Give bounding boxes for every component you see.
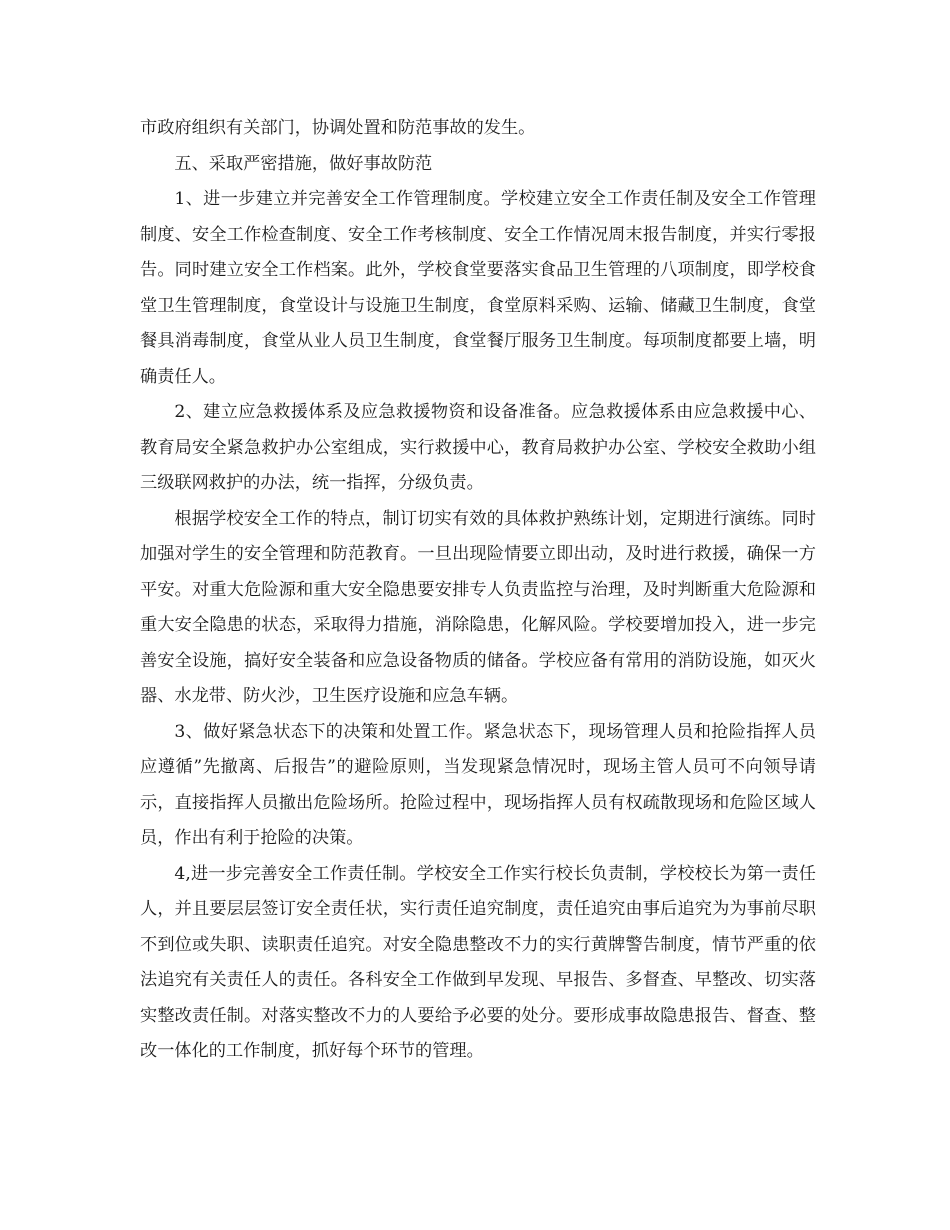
paragraph-item-4: 4,进一步完善安全工作责任制。学校安全工作实行校长负责制，学校校长为第一责任人，并且要层层签订安全责任状，实行责任追究制度，责任追究由事后追究为为事前尽职不到位或失职、读职责任追究。对安全隐患整改不力的实行黄牌警告制度，情节严重的依法追究有关责任人的责任。各科安全工作做到早发现、早报告、多督查、早整改、切实落实整改责任制。对落实整改不力的人要给予必要的处分。要形成事故隐患报告、督查、整改一体化的工作制度，抓好每个环节的管理。: [140, 863, 816, 1061]
section-heading: 五、采取严密措施，做好事故防范: [174, 153, 433, 174]
paragraph-item-3: 3、做好紧急状态下的决策和处置工作。紧急状态下，现场管理人员和抢险指挥人员应遵循”先撤离、后报告”的避险原则，当发现紧急情况时，现场主管人员可不向领导请示，直接指挥人员撤出危险场所。抢险过程中，现场指挥人员有权疏散现场和危险区域人员，作出有利于抢险的决策。: [140, 721, 816, 848]
document-body: [140, 111, 816, 1070]
paragraph-item-2: 2、建立应急救援体系及应急救援物资和设备准备。应急救援体系由应急救援中心、教育局安全紧急救护办公室组成，实行救援中心，教育局救护办公室、学校安全救助小组三级联网救护的办法，统一指挥，分级负责。: [140, 402, 816, 493]
paragraph-emergency-plan: 根据学校安全工作的特点，制订切实有效的具体救护熟练计划，定期进行演练。同时加强对学生的安全管理和防范教育。一旦出现险情要立即出动，及时进行救援，确保一方平安。对重大危险源和重大安全隐患要安排专人负责监控与治理，及时判断重大危险源和重大安全隐患的状态，采取得力措施，消除隐患，化解风险。学校要增加投入，进一步完善安全设施，搞好安全装备和应急设备物质的储备。学校应备有常用的消防设施，如灭火器、水龙带、防火沙，卫生医疗设施和应急车辆。: [140, 508, 816, 706]
paragraph-continuation: 市政府组织有关部门，协调处置和防范事故的发生。: [140, 118, 536, 138]
paragraph-item-1: 1、进一步建立并完善安全工作管理制度。学校建立安全工作责任制及安全工作管理制度、安全工作检查制度、安全工作考核制度、安全工作情况周末报告制度，并实行零报告。同时建立安全工作档案。此外，学校食堂要落实食品卫生管理的八项制度，即学校食堂卫生管理制度，食堂设计与设施卫生制度，食堂原料采购、运输、储藏卫生制度，食堂餐具消毒制度，食堂从业人员卫生制度，食堂餐厅服务卫生制度。每项制度都要上墙，明确责任人。: [140, 189, 816, 387]
